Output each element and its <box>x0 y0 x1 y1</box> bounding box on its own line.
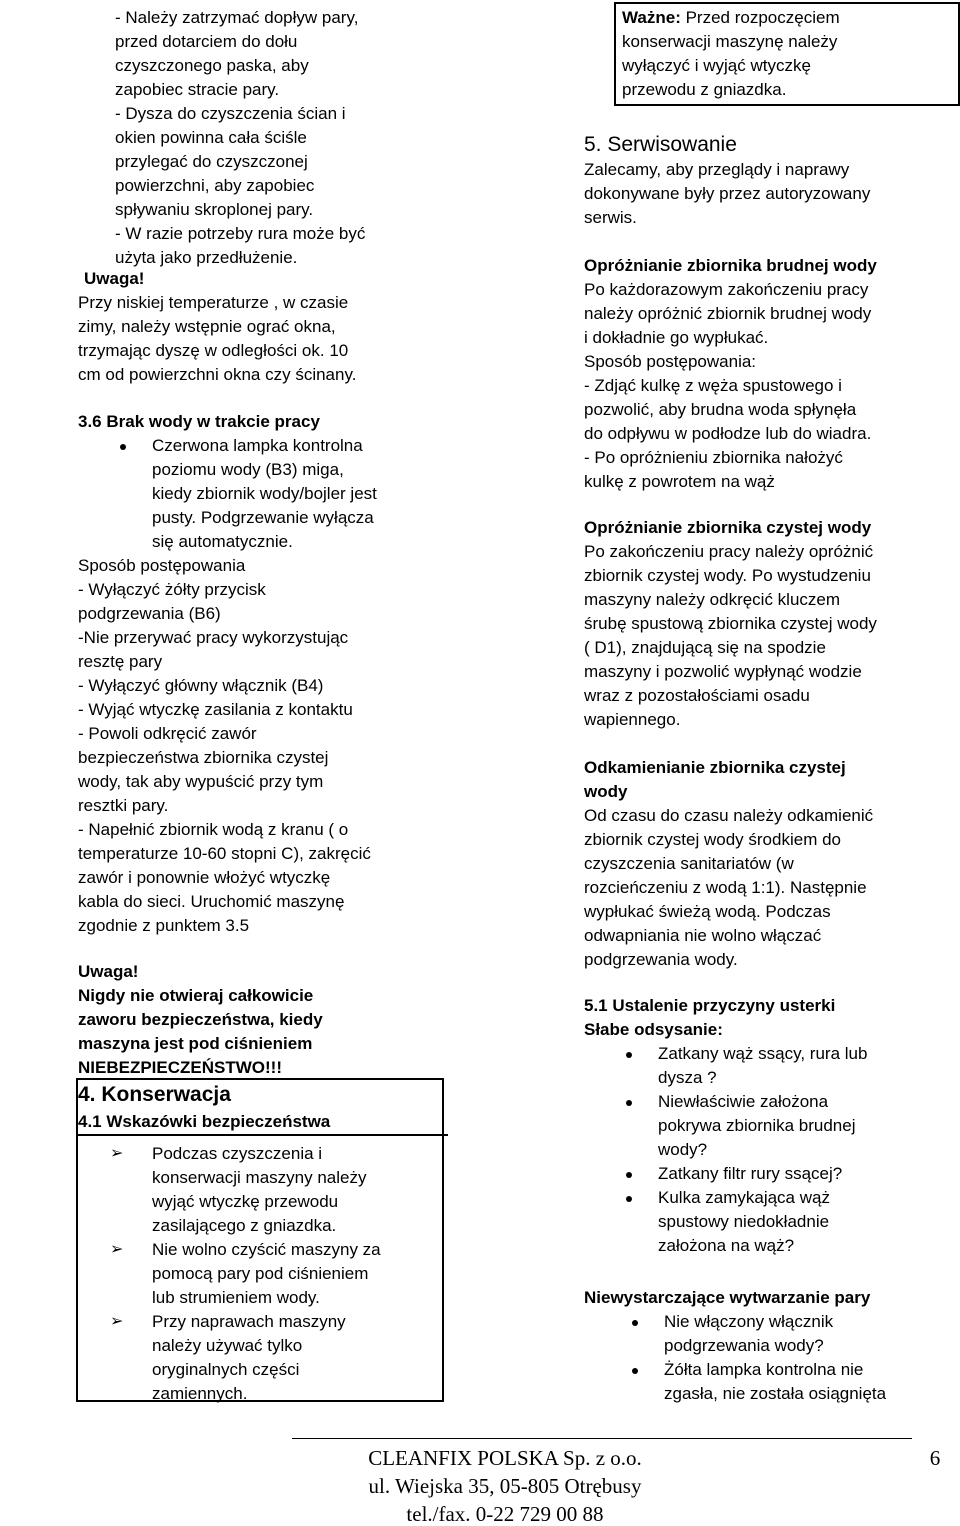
page-number: 6 <box>929 1446 941 1470</box>
section-3-6-heading: 3.6 Brak wody w trakcie pracy <box>78 412 320 431</box>
bullet-dot-icon <box>120 444 126 450</box>
section-4-heading: 4. Konserwacja <box>78 1083 231 1106</box>
important-label: Ważne: <box>622 8 681 27</box>
intro-text: - Należy zatrzymać dopływ pary, przed dotarciem do dołu czyszczonego paska, aby zapobiec stracie pary. - Dysza do czyszczenia ścian i okien powinna cała ściśle przylegać do czyszczonej powierzchni, aby zapobiec spływaniu skroplonej pary. - W razie potrzeby rura może być użyta jako przedłużenie. <box>115 8 366 267</box>
bullet-dot-icon <box>626 1052 632 1058</box>
warning2-text: Nigdy nie otwieraj całkowicie zaworu bezpieczeństwa, kiedy maszyna jest pod ciśnieniem NIEBEZPIECZEŃSTWO!!! <box>78 986 323 1077</box>
dirty-tank-text: Po każdorazowym zakończeniu pracy należy opróżnić zbiornik brudnej wody i dokładnie go wypłukać. Sposób postępowania: - Zdjąć kulkę z węża spustowego i pozwolić, aby brudna woda spłynęła do odpływu w podłodze lub do wiadra. - Po opróżnieniu zbiornika nałożyć kulkę z powrotem na wąż <box>584 280 872 491</box>
important-note <box>622 6 952 102</box>
weak-suction-item <box>584 1090 954 1162</box>
weak-suction-heading: Słabe odsysanie: <box>584 1020 723 1039</box>
section-5-heading: 5. Serwisowanie <box>584 133 737 156</box>
safety-list <box>110 1142 440 1406</box>
safety-item <box>110 1310 440 1406</box>
section-5-text: Zalecamy, aby przeglądy i naprawy dokonywane były przez autoryzowany serwis. <box>584 160 871 227</box>
weak-suction-item-text: Zatkany filtr rury ssącej? <box>658 1164 843 1183</box>
clean-tank-text: Po zakończeniu pracy należy opróżnić zbiornik czystej wody. Po wystudzeniu maszyny należy odkręcić kluczem śrubę spustową zbiornika czystej wody ( D1), znajdującą się na spodzie maszyny i pozwolić wypłynąć wodzie wraz z pozostałościami osadu wapiennego. <box>584 542 877 729</box>
steam-item <box>584 1358 954 1406</box>
bullet-dot-icon <box>626 1100 632 1106</box>
descaling-text: Od czasu do czasu należy odkamienić zbiornik czystej wody środkiem do czyszczenia sanitariatów (w rozcieńczeniu z wodą 1:1). Następnie wypłukać świeżą wodą. Podczas odwapniania nie wolno włączać podgrzewania wody. <box>584 806 874 969</box>
descaling-heading: Odkamienianie zbiornika czystej wody <box>584 758 846 801</box>
safety-item-text: Podczas czyszczenia i konserwacji maszyny należy wyjąć wtyczkę przewodu zasilającego z gniazdka. <box>152 1144 367 1235</box>
section-4-1-underline <box>78 1134 448 1136</box>
safety-item <box>110 1142 440 1238</box>
warning2-label: Uwaga! <box>78 962 139 981</box>
important-text: Przed rozpoczęciem konserwacji maszynę należy wyłączyć i wyjąć wtyczkę przewodu z gniazdka. <box>622 8 840 99</box>
dirty-tank-heading: Opróżnianie zbiornika brudnej wody <box>584 256 877 275</box>
safety-item-text: Nie wolno czyścić maszyny za pomocą pary pod ciśnieniem lub strumieniem wody. <box>152 1240 381 1307</box>
section-5-1-heading: 5.1 Ustalenie przyczyny usterki <box>584 996 836 1015</box>
weak-suction-item <box>584 1162 954 1186</box>
bullet-dot-icon <box>632 1368 638 1374</box>
steam-heading: Niewystarczające wytwarzanie pary <box>584 1288 871 1307</box>
footer-address: ul. Wiejska 35, 05-805 Otrębusy <box>368 1474 642 1498</box>
weak-suction-item-text: Niewłaściwie założona pokrywa zbiornika brudnej wody? <box>658 1092 856 1159</box>
safety-item <box>110 1238 440 1310</box>
section-4-1-heading: 4.1 Wskazówki bezpieczeństwa <box>78 1112 331 1131</box>
steam-list <box>584 1310 954 1406</box>
section-3-6-bullet <box>78 434 478 554</box>
bullet-dot-icon <box>632 1320 638 1326</box>
footer-company: CLEANFIX POLSKA Sp. z o.o. <box>368 1446 642 1470</box>
arrow-bullet-icon: ➢ <box>110 1145 124 1162</box>
weak-suction-list <box>584 1042 954 1258</box>
steam-item-text: Nie włączony włącznik podgrzewania wody? <box>664 1312 834 1355</box>
weak-suction-item <box>584 1042 954 1090</box>
section-3-6-procedure: Sposób postępowania - Wyłączyć żółty przycisk podgrzewania (B6) -Nie przerywać pracy wykorzystując resztę pary - Wyłączyć główny włącznik (B4) - Wyjąć wtyczkę zasilania z kontaktu - Powoli odkręcić zawór bezpieczeństwa zbiornika czystej wody, tak aby wypuścić przy tym resztki pary. - Napełnić zbiornik wodą z kranu ( o temperaturze 10-60 stopni C), zakręcić zawór i ponownie włożyć wtyczkę kabla do sieci. Uruchomić maszynę zgodnie z punktem 3.5 <box>78 556 371 935</box>
safety-item-text: Przy naprawach maszyny należy używać tylko oryginalnych części zamiennych. <box>152 1312 346 1403</box>
clean-tank-heading: Opróżnianie zbiornika czystej wody <box>584 518 872 537</box>
weak-suction-item <box>584 1186 954 1258</box>
warning1-text: Przy niskiej temperaturze , w czasie zimy, należy wstępnie ograć okna, trzymając dyszę w odległości ok. 10 cm od powierzchni okna czy ścinany. <box>78 293 357 384</box>
weak-suction-item-text: Kulka zamykająca wąż spustowy niedokładnie założona na wąż? <box>658 1188 830 1255</box>
bullet-dot-icon <box>626 1196 632 1202</box>
steam-item-text: Żółta lampka kontrolna nie zgasła, nie została osiągnięta <box>664 1360 887 1403</box>
bullet-dot-icon <box>626 1172 632 1178</box>
footer-rule <box>292 1438 912 1439</box>
steam-item <box>584 1310 954 1358</box>
bullet-text: Czerwona lampka kontrolna poziomu wody (B3) miga, kiedy zbiornik wody/bojler jest pusty. Podgrzewanie wyłącza się automatycznie. <box>152 436 377 551</box>
warning1-label: Uwaga! <box>84 269 145 288</box>
arrow-bullet-icon: ➢ <box>110 1313 124 1330</box>
weak-suction-item-text: Zatkany wąż ssący, rura lub dysza ? <box>658 1044 868 1087</box>
footer-phone: tel./fax. 0-22 729 00 88 <box>406 1502 604 1526</box>
arrow-bullet-icon: ➢ <box>110 1241 124 1258</box>
